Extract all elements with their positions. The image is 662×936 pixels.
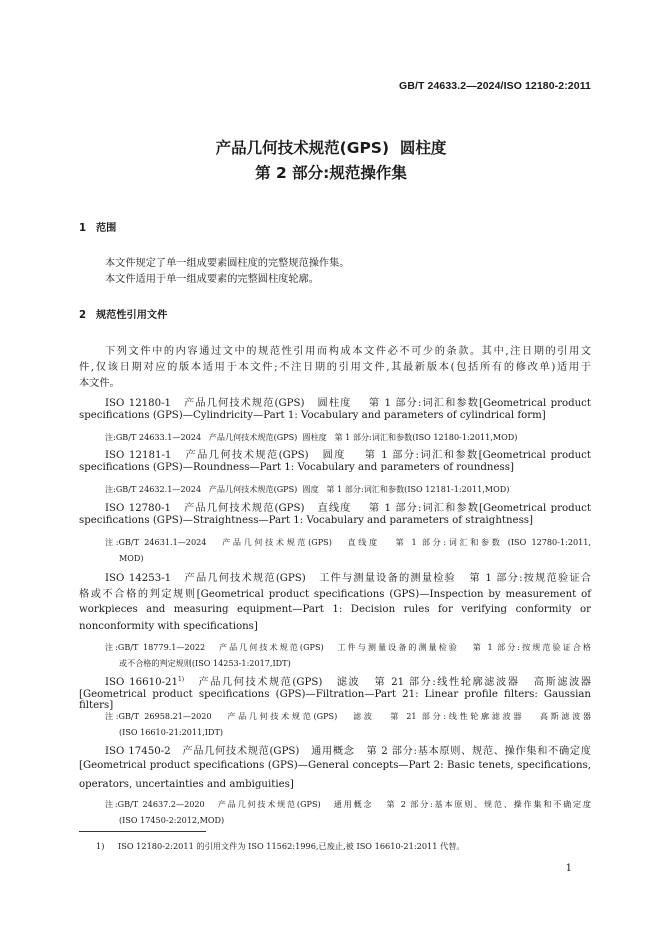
reference-line: [Geometrical product specifications (GPS)—General concepts—Part 2: Basic tenets, specifications, [79, 760, 591, 771]
paragraph: 本文件规定了单一组成要素圆柱度的完整规范操作集。 [105, 258, 350, 269]
paragraph-line: 本文件。 [79, 378, 120, 389]
section-number: 2 [79, 310, 87, 321]
reference-line: specifications (GPS)—Roundness—Part 1: Vocabulary and parameters of roundness] [79, 462, 514, 473]
reference-line: ISO 17450-2 产品几何技术规范(GPS) 通用概念 第 2 部分:基本原则、规范、操作集和不确定度 [105, 746, 591, 757]
reference-note-continued: 或不合格的判定规则(ISO 14253-1:2017,IDT) [119, 658, 291, 668]
reference-line: specifications (GPS)—Cylindricity—Part 1: Vocabulary and parameters of cylindrical form] [79, 410, 546, 421]
reference-line: 格或不合格的判定规则[Geometrical product specifications (GPS)—Inspection by measurement of [79, 589, 591, 600]
reference-line: specifications (GPS)—Straightness—Part 1: Vocabulary and parameters of straightness] [79, 515, 534, 526]
reference-line: ISO 12780-1 产品几何技术规范(GPS) 直线度 第 1 部分:词汇和参数[Geometrical product [105, 503, 591, 514]
footnote-separator [79, 831, 206, 832]
standard-code-header: GB/T 24633.2—2024/ISO 12180-2:2011 [399, 80, 591, 92]
section-number: 1 [79, 223, 87, 234]
reference-note: 注:GB/T 24633.1—2024 产品几何技术规范(GPS) 圆柱度 第 1 部分:词汇和参数(ISO 12180-1:2011,MOD) [105, 432, 518, 442]
reference-line: ISO 14253-1 产品几何技术规范(GPS) 工件与测量设备的测量检验 第 1 部分:按规范验证合 [105, 573, 591, 584]
reference-line [105, 673, 591, 688]
footnote-marker: 1) [177, 676, 185, 683]
reference-line: ISO 12181-1 产品几何技术规范(GPS) 圆度 第 1 部分:词汇和参数[Geometrical product [105, 450, 591, 461]
document-subtitle: 第 2 部分:规范操作集 [255, 164, 407, 182]
section-1-heading [79, 219, 116, 234]
section-title: 范围 [96, 223, 117, 234]
paragraph-line: 下列文件中的内容通过文中的规范性引用而构成本文件必不可少的条款。其中,注日期的引用文 [105, 346, 591, 357]
footnote-label: 1) [96, 841, 105, 851]
reference-line: ISO 12180-1 产品几何技术规范(GPS) 圆柱度 第 1 部分:词汇和参数[Geometrical product [105, 398, 591, 409]
reference-line: operators, uncertainties and ambiguities] [79, 779, 294, 790]
reference-note: 注:GB/T 24637.2—2020 产品几何技术规范(GPS) 通用概念 第 2 部分:基本原则、规范、操作集和不确定度 [105, 799, 591, 809]
footnote [96, 841, 465, 852]
reference-line: nonconformity with specifications] [79, 621, 258, 632]
section-title: 规范性引用文件 [96, 310, 168, 321]
reference-note-continued: MOD) [119, 553, 144, 563]
reference-title: 产品几何技术规范(GPS) 滤波 第 21 部分:线性轮廓滤波器 高斯滤波器 [184, 677, 591, 688]
reference-note-continued: (ISO 17450-2:2012,MOD) [119, 815, 225, 825]
reference-note: 注:GB/T 24632.1—2024 产品几何技术规范(GPS) 圆度 第 1 部分:词汇和参数(ISO 12181-1:2011,MOD) [105, 484, 510, 494]
reference-note-continued: (ISO 16610-21:2011,IDT) [119, 727, 224, 737]
paragraph-line: 件,仅该日期对应的版本适用于本文件;不注日期的引用文件,其最新版本(包括所有的修改单)适用于 [79, 362, 591, 373]
reference-line: [Geometrical product specifications (GPS)—Filtration—Part 21: Linear profile filters: Gaussian filters] [79, 689, 591, 711]
section-2-heading [79, 306, 167, 321]
reference-code: ISO 16610-21 [105, 677, 178, 688]
page-number: 1 [565, 863, 572, 874]
reference-note: 注:GB/T 18779.1—2022 产品几何技术规范(GPS) 工件与测量设备的测量检验 第 1 部分:按规范验证合格 [105, 642, 591, 652]
paragraph: 本文件适用于单一组成要素的完整圆柱度轮廓。 [105, 274, 319, 285]
reference-line: workpieces and measuring equipment—Part 1: Decision rules for verifying conformity or [79, 604, 591, 615]
footnote-text: ISO 12180-2:2011 的引用文件为 ISO 11562:1996,已废止,被 ISO 16610-21:2011 代替。 [118, 841, 465, 851]
reference-note: 注:GB/T 24631.1—2024 产品几何技术规范(GPS) 直线度 第 1 部分:词汇和参数 (ISO 12780-1:2011, [105, 537, 591, 547]
reference-note: 注:GB/T 26958.21—2020 产品几何技术规范(GPS) 滤波 第 21 部分:线性轮廓滤波器 高斯滤波器 [105, 711, 591, 721]
document-title: 产品几何技术规范(GPS) 圆柱度 [215, 139, 447, 157]
